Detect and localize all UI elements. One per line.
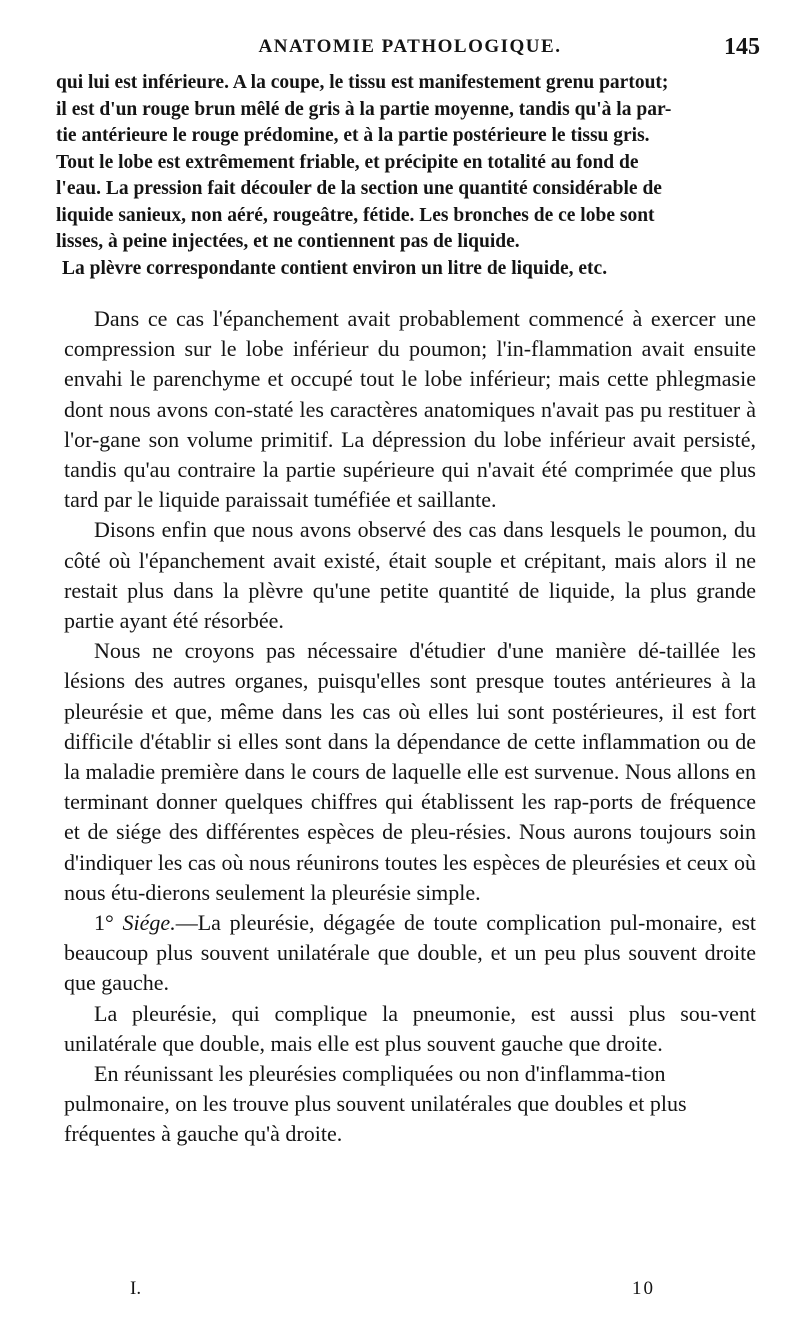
main-text xyxy=(64,304,756,1150)
excerpt-line xyxy=(56,150,756,177)
running-head xyxy=(60,36,760,66)
body-paragraph-text: En réunissant les pleurésies compliquées ou non d'inflamma-tion pulmonaire, on les trouve plus souvent unilatérales que doubles et plus fréquentes à gauche qu'à droite. xyxy=(64,1061,687,1147)
section-number: 1° xyxy=(94,910,114,936)
siege-paragraph-text: —La pleurésie, dégagée de toute complication pul-monaire, est beaucoup plus souvent unilatérale que double, et un peu plus souvent droite que gauche. xyxy=(64,910,757,996)
signature-mark: I. xyxy=(130,1278,142,1299)
body-paragraph xyxy=(64,304,756,515)
body-paragraph xyxy=(64,515,756,636)
excerpt-line xyxy=(56,176,756,203)
case-report-excerpt xyxy=(56,70,756,282)
excerpt-line xyxy=(56,203,756,230)
excerpt-line xyxy=(56,97,756,124)
excerpt-line-text: l'eau. La pression fait découler de la section une quantité considérable de xyxy=(56,178,662,199)
running-title: ANATOMIE PATHOLOGIQUE. xyxy=(258,36,562,57)
excerpt-line-text: il est d'un rouge brun mêlé de gris à la partie moyenne, tandis qu'à la par- xyxy=(56,98,672,120)
excerpt-line-text: tie antérieure le rouge prédomine, et à la partie postérieure le tissu gris. xyxy=(56,125,650,146)
body-paragraph xyxy=(64,636,756,908)
body-paragraph-text: Disons enfin que nous avons observé des cas dans lesquels le poumon, du côté où l'épanchement avait existé, était souple et crépitant, mais alors il ne restait plus dans la plèvre qu'une petite quantité de liquide, la plus grande partie ayant été résorbée. xyxy=(64,517,756,634)
siege-paragraph xyxy=(64,908,756,999)
body-paragraph xyxy=(64,1059,756,1150)
body-paragraph xyxy=(64,999,756,1059)
excerpt-line xyxy=(56,123,756,150)
excerpt-line-text: lisses, à peine injectées, et ne contiennent pas de liquide. xyxy=(56,231,520,252)
folio-number: 10 xyxy=(632,1278,655,1299)
excerpt-line-text: qui lui est inférieure. A la coupe, le tissu est manifestement grenu partout; xyxy=(56,72,669,93)
excerpt-line xyxy=(56,256,756,283)
excerpt-line-text: Tout le lobe est extrêmement friable, et précipite en totalité au fond de xyxy=(56,151,639,173)
body-paragraph-text: Dans ce cas l'épanchement avait probablement commencé à exercer une compression sur le lobe inférieur du poumon; l'in-flammation avait ensuite envahi le parenchyme et occupé tout le lobe inférieur; mais cette phlegmasie dont nous avons con-staté les caractères anatomiques n'avait pas pu restituer à l'or-gane son volume primitif. La dépression du lobe inférieur avait persisté, tandis qu'au contraire la partie supérieure qui n'avait été comprimée que plus tard par le liquide paraissait tuméfiée et saillante. xyxy=(64,306,756,513)
excerpt-line xyxy=(56,70,756,97)
body-paragraph-text: La pleurésie, qui complique la pneumonie, est aussi plus sou-vent unilatérale que double, mais elle est plus souvent gauche que droite. xyxy=(64,1000,756,1056)
excerpt-line-text: liquide sanieux, non aéré, rougeâtre, fétide. Les bronches de ce lobe sont xyxy=(56,204,655,226)
excerpt-line-text: La plèvre correspondante contient environ un litre de liquide, etc. xyxy=(62,257,608,279)
excerpt-line xyxy=(56,229,756,256)
page-number: 145 xyxy=(724,34,760,60)
section-label: Siége. xyxy=(122,910,176,936)
body-paragraph-text: Nous ne croyons pas nécessaire d'étudier d'une manière dé-taillée les lésions des autres organes, puisqu'elles sont presque toutes antérieures à la pleurésie et que, même dans les cas où elles lui sont postérieures, il est fort difficile d'établir si elles sont dans la dépendance de cette inflammation ou de la maladie première dans le cours de laquelle elle est survenue. Nous allons en terminant donner quelques chiffres qui établissent les rap-ports de fréquence et de siége des différentes espèces de pleu-résies. Nous aurons toujours soin d'indiquer les cas où nous réunirons toutes les espèces de pleurésies et ceux où nous étu-dierons seulement la pleurésie simple. xyxy=(64,638,756,905)
